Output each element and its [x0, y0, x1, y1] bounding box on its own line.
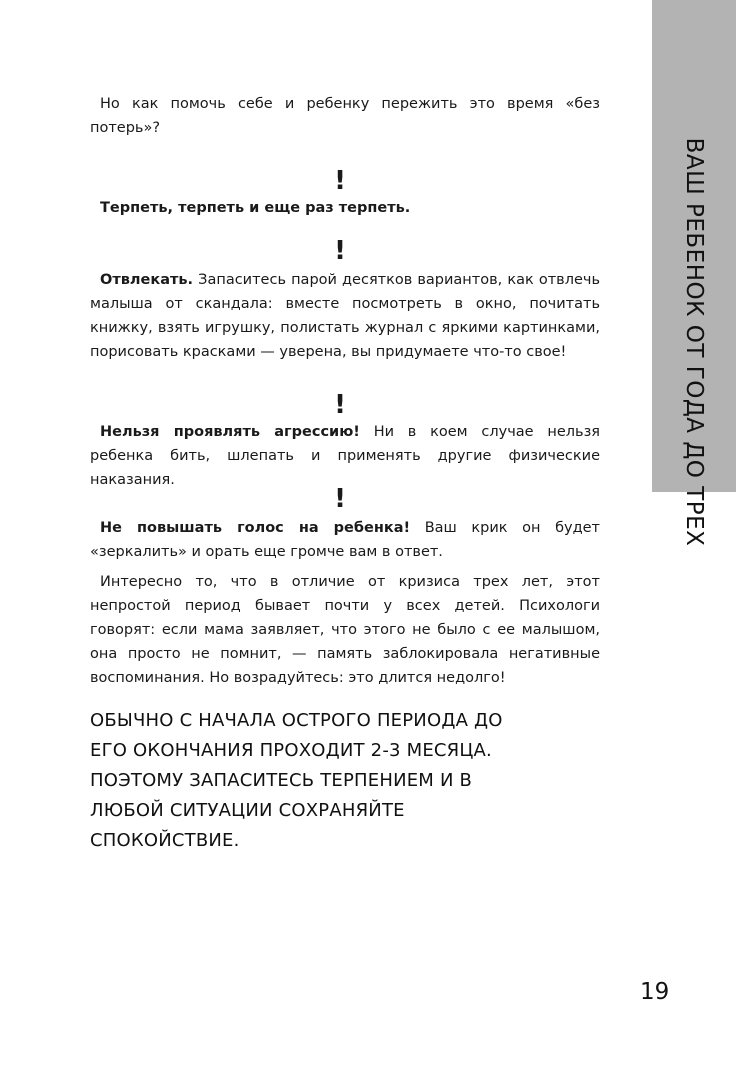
tip-endure-bold: Терпеть, терпеть и еще раз терпеть.	[100, 200, 411, 216]
tip-no-shouting	[90, 516, 600, 564]
exclamation-icon: !	[334, 236, 346, 266]
page-number: 19	[640, 979, 670, 1005]
closing-paragraph: Интересно то, что в отличие от кризиса трех лет, этот непростой период бывает почти у всех детей. Психологи говорят: если мама заявляет, что этого не было с ее малышом, она просто не помнит, — память заблокировала негативные воспоминания. Но возрадуйтесь: это длится недолго!	[90, 574, 600, 686]
intro-paragraph: Но как помочь себе и ребенку пережить это время «без потерь»?	[90, 96, 600, 136]
tip-endure	[100, 196, 610, 220]
chapter-title: ВАШ РЕБЕНОК ОТ ГОДА ДО ТРЕХ	[681, 137, 707, 547]
tip-no-aggression-text: Ни в коем случае нельзя ребенка бить, шлепать и применять другие физические наказания.	[90, 424, 601, 488]
tip-no-aggression-bold: Нельзя проявлять агрессию!	[100, 424, 360, 440]
tip-no-shouting-bold: Не повышать голос на ребенка!	[100, 520, 411, 536]
exclamation-icon: !	[334, 390, 346, 420]
tip-no-shouting-text: Ваш крик он будет «зеркалить» и орать еще громче вам в ответ.	[90, 520, 600, 560]
tip-distract-bold: Отвлекать.	[100, 272, 194, 288]
callout-text: ОБЫЧНО С НАЧАЛА ОСТРОГО ПЕРИОДА ДО ЕГО ОКОНЧАНИЯ ПРОХОДИТ 2-3 МЕСЯЦА. ПОЭТОМУ ЗАПАСИТЕСЬ ТЕРПЕНИЕМ И В ЛЮБОЙ СИТУАЦИИ СОХРАНЯЙТЕ СПОКОЙСТВИЕ.	[90, 710, 503, 851]
tip-no-aggression	[90, 420, 600, 492]
tip-distract	[90, 268, 600, 364]
exclamation-icon: !	[334, 166, 346, 196]
exclamation-icon: !	[334, 484, 346, 514]
tip-distract-text: Запаситесь парой десятков вариантов, как отвлечь малыша от скандала: вместе посмотреть в окно, почитать книжку, взять игрушку, полистать журнал с яркими картинками, порисовать красками — уверена, вы придумаете что-то свое!	[90, 272, 600, 360]
